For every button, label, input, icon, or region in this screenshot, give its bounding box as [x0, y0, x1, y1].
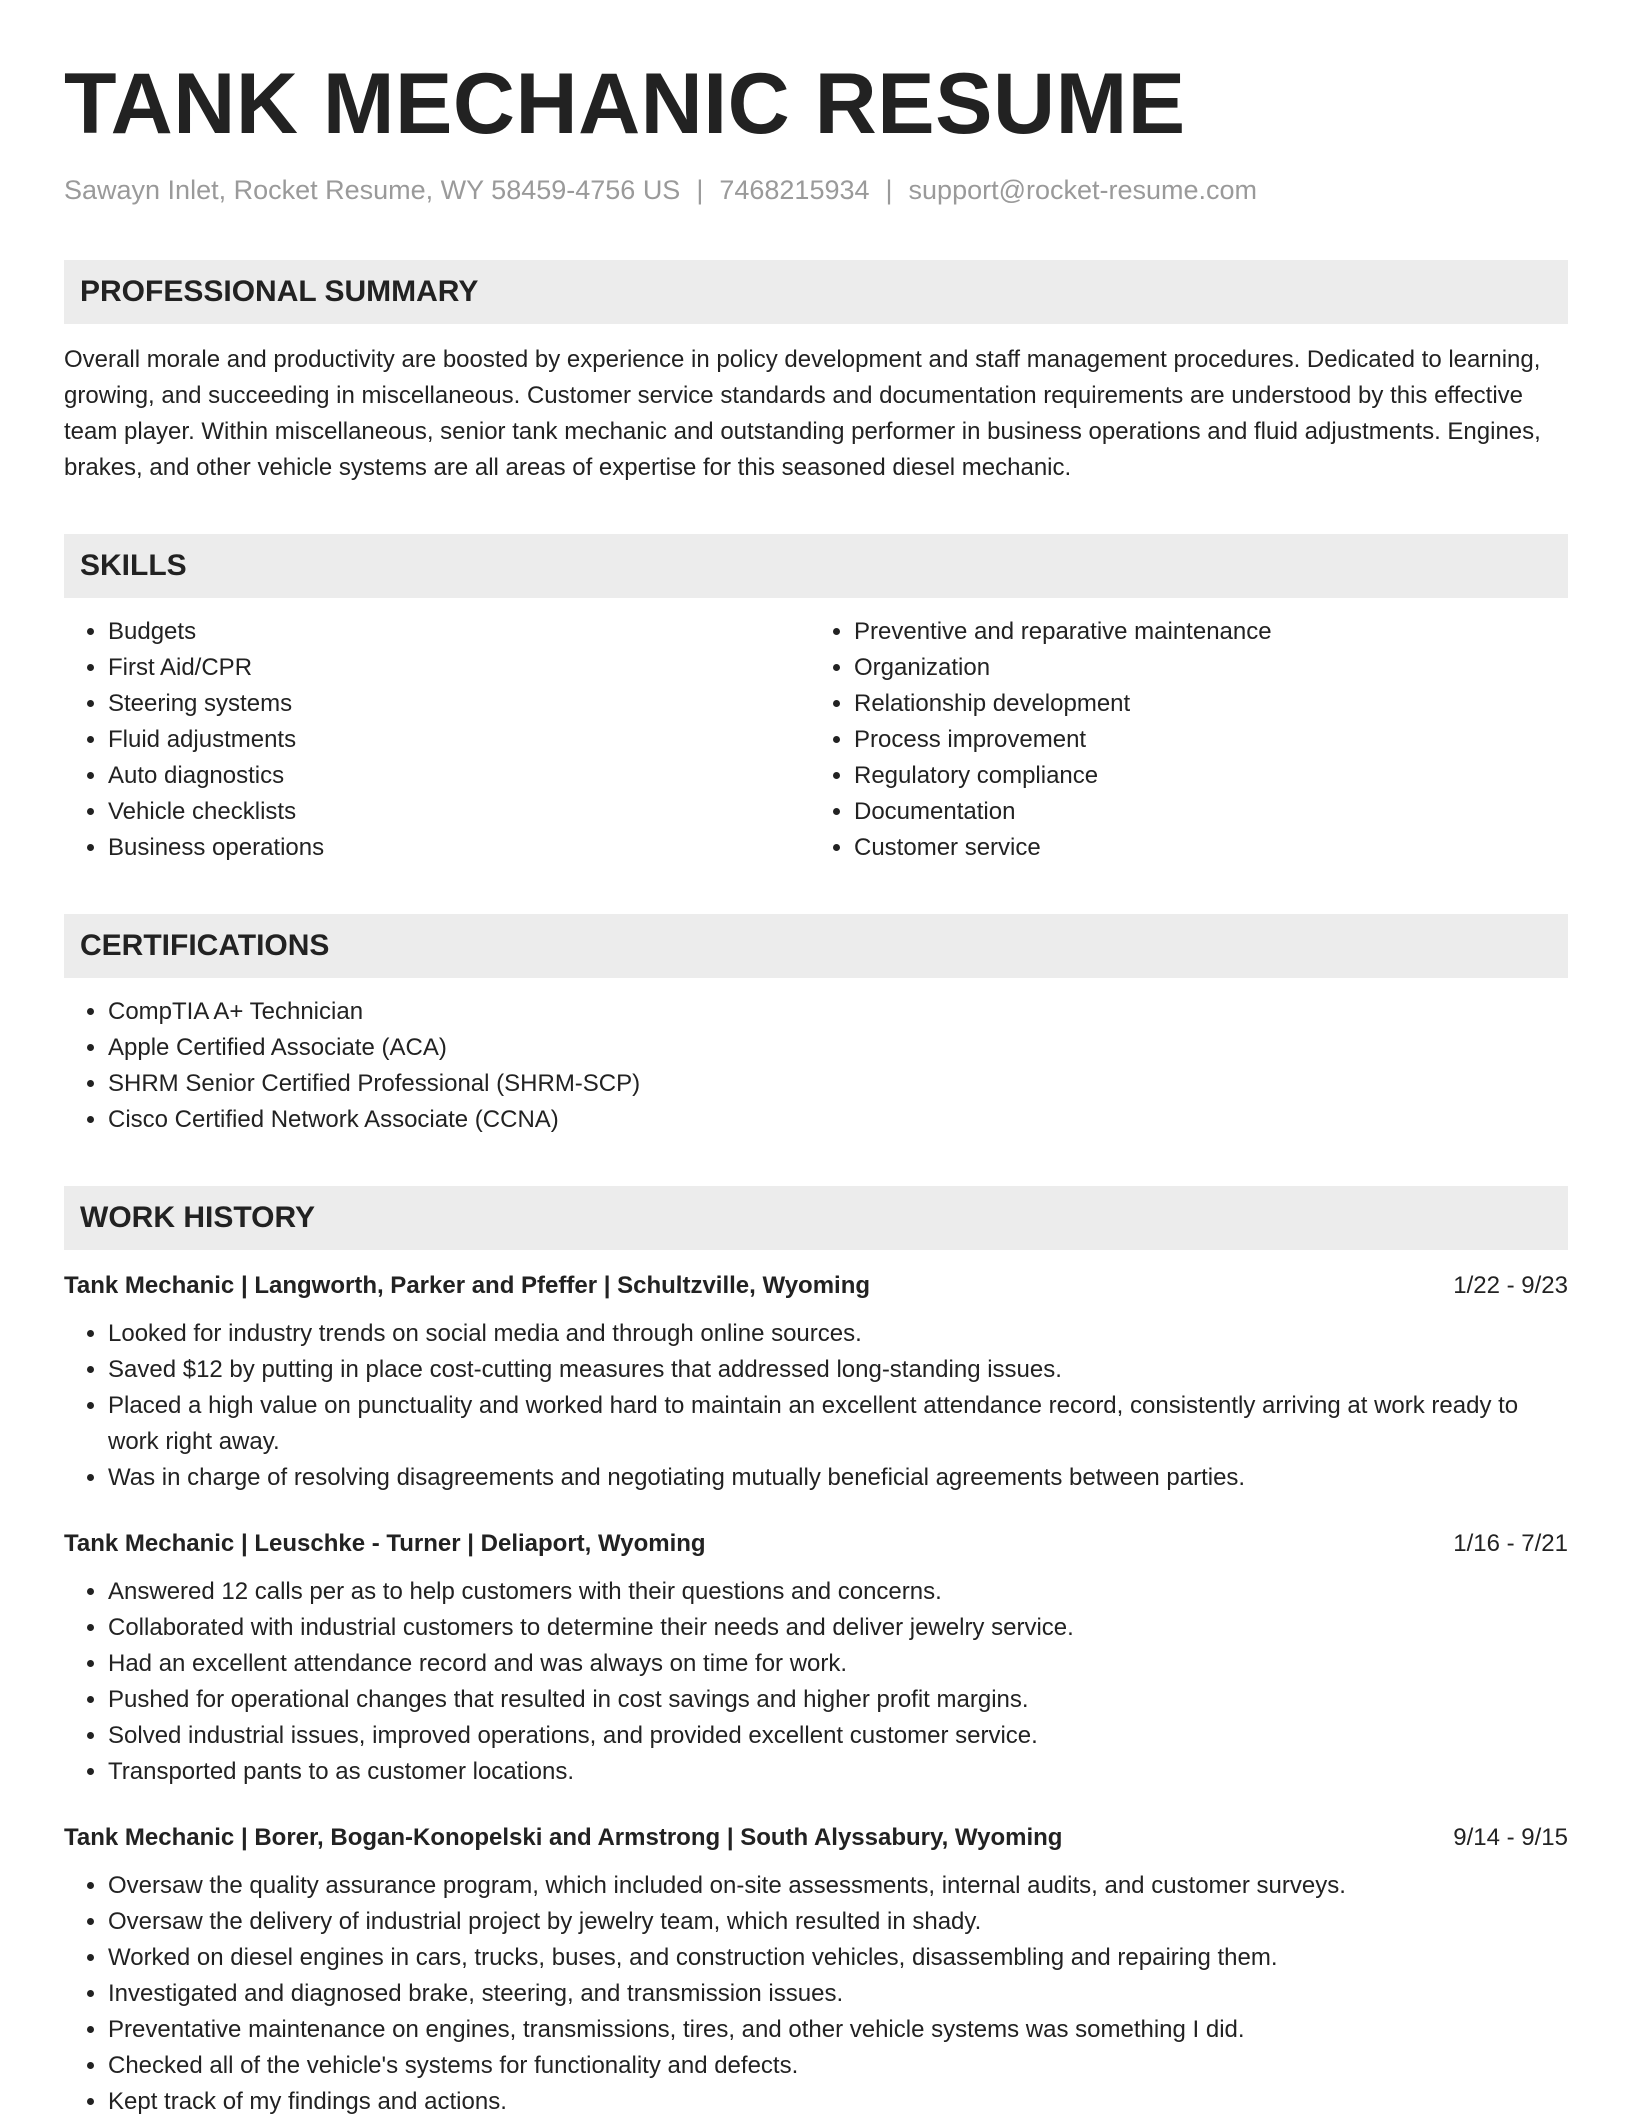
certification-item: • SHRM Senior Certified Professional (SHRM-SCP) — [108, 1066, 1568, 1102]
contact-separator: | — [885, 175, 893, 205]
contact-line — [64, 172, 1568, 208]
skill-item: • Budgets — [108, 614, 816, 650]
job-bullets — [64, 1316, 1568, 1496]
skill-item: • First Aid/CPR — [108, 650, 816, 686]
skills-list-left — [64, 614, 816, 866]
certification-item: • Cisco Certified Network Associate (CCNA) — [108, 1102, 1568, 1138]
contact-email: support@rocket-resume.com — [908, 175, 1258, 205]
summary-text: Overall morale and productivity are boosted by experience in policy development and staff management procedures. Dedicated to learning, growing, and succeeding in miscellaneous. Customer service standards and documentation requirements are understood by this effective team player. Within miscellaneous, senior tank mechanic and outstanding performer in business operations and fluid adjustments. Engines, brakes, and other vehicle systems are all areas of expertise for this seasoned diesel mechanic. — [64, 346, 1541, 481]
work-history-heading: WORK HISTORY — [64, 1186, 1568, 1250]
job-bullet: • Collaborated with industrial customers to determine their needs and deliver jewelry service. — [108, 1610, 1568, 1646]
job-bullet: • Pushed for operational changes that resulted in cost savings and higher profit margins. — [108, 1682, 1568, 1718]
job-bullet: • Worked on diesel engines in cars, trucks, buses, and construction vehicles, disassembling and repairing them. — [108, 1940, 1568, 1976]
job-dates: 1/16 - 7/21 — [1453, 1530, 1568, 1557]
job-bullet: • Solved industrial issues, improved operations, and provided excellent customer service. — [108, 1718, 1568, 1754]
job-dates: 9/14 - 9/15 — [1453, 1824, 1568, 1851]
job-heading: Tank Mechanic | Leuschke - Turner | Deliaport, Wyoming — [64, 1530, 706, 1557]
job-header — [64, 1820, 1568, 1856]
job-header — [64, 1526, 1568, 1562]
job-entry — [64, 1268, 1568, 1496]
contact-phone: 7468215934 — [719, 175, 870, 205]
skill-item: • Customer service — [854, 830, 1568, 866]
skill-item: • Preventive and reparative maintenance — [854, 614, 1568, 650]
job-bullet: • Transported pants to as customer locations. — [108, 1754, 1568, 1790]
job-bullet: • Answered 12 calls per as to help customers with their questions and concerns. — [108, 1574, 1568, 1610]
contact-address: Sawayn Inlet, Rocket Resume, WY 58459-4756 US — [64, 175, 681, 205]
skills-heading: SKILLS — [64, 534, 1568, 598]
job-bullet: • Placed a high value on punctuality and worked hard to maintain an excellent attendance record, consistently arriving at work ready to work right away. — [108, 1388, 1568, 1460]
skills-list-right — [816, 614, 1568, 866]
job-header — [64, 1268, 1568, 1304]
resume-title: TANK MECHANIC RESUME — [64, 56, 1186, 152]
job-bullet: • Investigated and diagnosed brake, steering, and transmission issues. — [108, 1976, 1568, 2012]
skills-columns — [64, 614, 1568, 866]
job-bullet: • Oversaw the delivery of industrial project by jewelry team, which resulted in shady. — [108, 1904, 1568, 1940]
job-bullets — [64, 1868, 1568, 2120]
skill-item: • Regulatory compliance — [854, 758, 1568, 794]
certifications-list — [64, 994, 1568, 1138]
job-heading: Tank Mechanic | Langworth, Parker and Pfeffer | Schultzville, Wyoming — [64, 1272, 871, 1299]
summary-heading: PROFESSIONAL SUMMARY — [64, 260, 1568, 324]
job-bullet: • Saved $12 by putting in place cost-cutting measures that addressed long-standing issues. — [108, 1352, 1568, 1388]
skill-item: • Documentation — [854, 794, 1568, 830]
job-bullet: • Oversaw the quality assurance program, which included on-site assessments, internal audits, and customer surveys. — [108, 1868, 1568, 1904]
certification-item: • Apple Certified Associate (ACA) — [108, 1030, 1568, 1066]
job-bullet: • Kept track of my findings and actions. — [108, 2084, 1568, 2120]
skill-item: • Organization — [854, 650, 1568, 686]
job-bullet: • Had an excellent attendance record and was always on time for work. — [108, 1646, 1568, 1682]
skill-item: • Process improvement — [854, 722, 1568, 758]
job-dates: 1/22 - 9/23 — [1453, 1272, 1568, 1299]
job-bullet: • Looked for industry trends on social media and through online sources. — [108, 1316, 1568, 1352]
job-bullet: • Preventative maintenance on engines, transmissions, tires, and other vehicle systems was something I did. — [108, 2012, 1568, 2048]
job-bullets — [64, 1574, 1568, 1790]
skill-item: • Vehicle checklists — [108, 794, 816, 830]
job-bullet: • Checked all of the vehicle's systems for functionality and defects. — [108, 2048, 1568, 2084]
job-bullet: • Was in charge of resolving disagreements and negotiating mutually beneficial agreements between parties. — [108, 1460, 1568, 1496]
skill-item: • Auto diagnostics — [108, 758, 816, 794]
certification-item: • CompTIA A+ Technician — [108, 994, 1568, 1030]
skill-item: • Business operations — [108, 830, 816, 866]
skill-item: • Relationship development — [854, 686, 1568, 722]
skill-item: • Fluid adjustments — [108, 722, 816, 758]
job-heading: Tank Mechanic | Borer, Bogan-Konopelski and Armstrong | South Alyssabury, Wyoming — [64, 1824, 1063, 1851]
job-entry — [64, 1820, 1568, 2120]
skill-item: • Steering systems — [108, 686, 816, 722]
contact-separator: | — [696, 175, 704, 205]
job-entry — [64, 1526, 1568, 1790]
certifications-heading: CERTIFICATIONS — [64, 914, 1568, 978]
